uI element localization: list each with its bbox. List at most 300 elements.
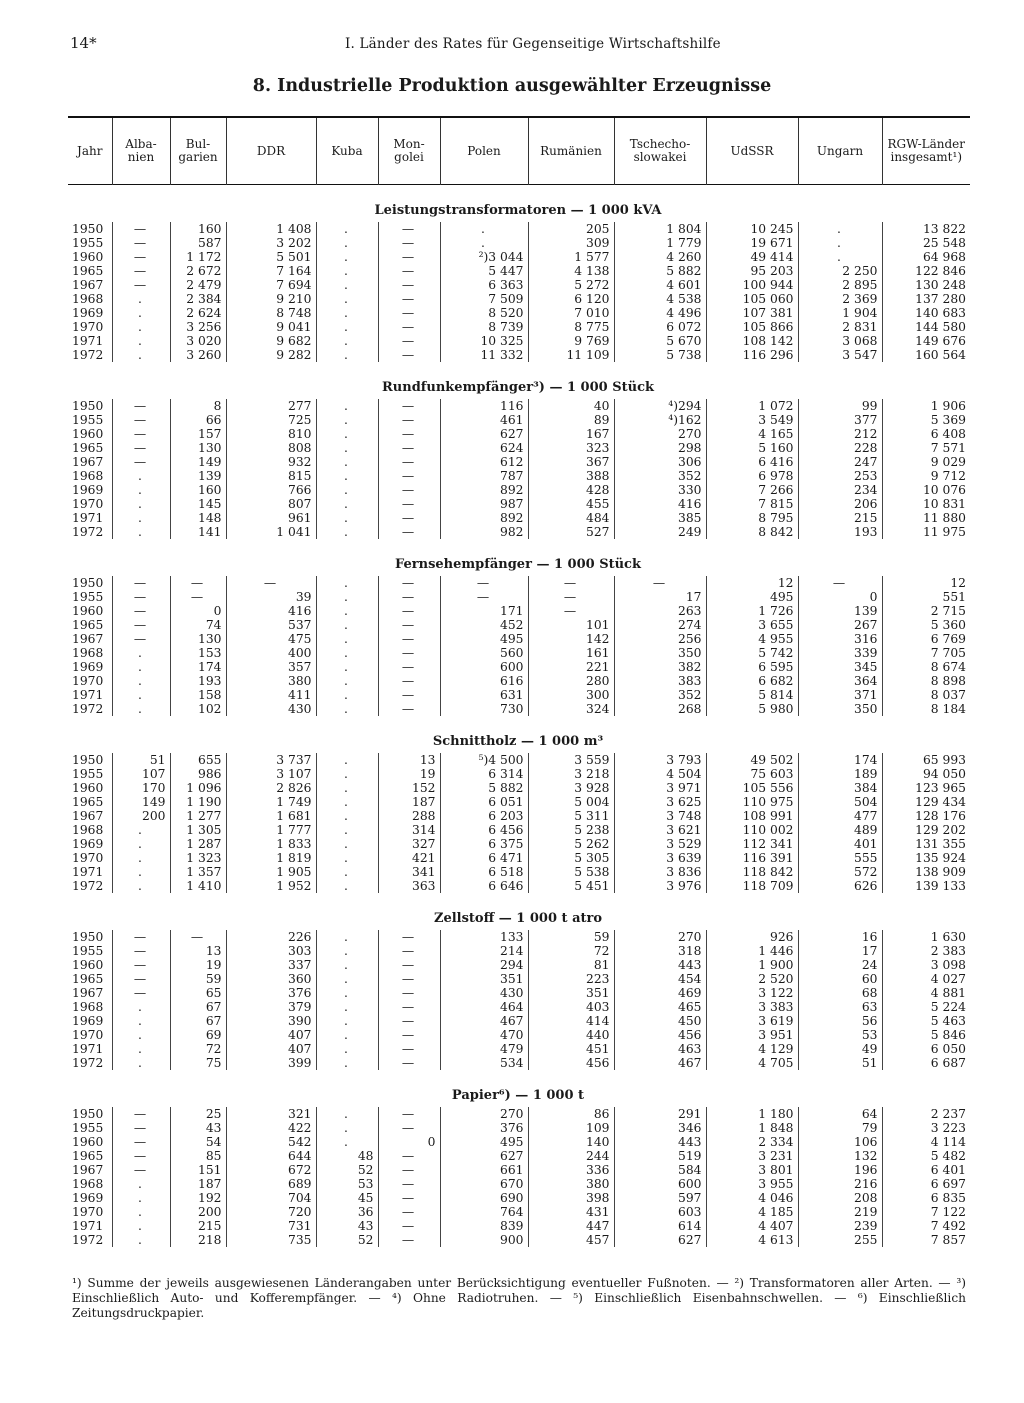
value-cell: 3 951 (706, 1028, 798, 1042)
value-cell: 363 (378, 879, 440, 893)
value-cell: 6 682 (706, 674, 798, 688)
table-row (68, 944, 970, 958)
value-cell: . (112, 851, 170, 865)
value-cell: 306 (614, 455, 706, 469)
section-heading-row (68, 1070, 970, 1107)
value-cell: — (112, 576, 170, 590)
table-title: 8. Industrielle Produktion ausgewählter Erzeugnisse (252, 76, 772, 96)
value-cell: ²)3 044 (440, 250, 528, 264)
value-cell: 422 (226, 1121, 316, 1135)
value-cell: 300 (528, 688, 614, 702)
value-cell: 277 (226, 399, 316, 413)
value-cell: 25 548 (882, 236, 970, 250)
value-cell: . (316, 632, 378, 646)
value-cell: 167 (528, 427, 614, 441)
value-cell: 5 238 (528, 823, 614, 837)
value-cell: — (112, 264, 170, 278)
value-cell: . (316, 236, 378, 250)
value-cell: 7 857 (882, 1233, 970, 1247)
page-number: 14* (70, 34, 97, 52)
value-cell: 49 (798, 1042, 882, 1056)
table-row (68, 618, 970, 632)
value-cell: 105 556 (706, 781, 798, 795)
value-cell: 7 705 (882, 646, 970, 660)
value-cell: 3 098 (882, 958, 970, 972)
value-cell: 139 133 (882, 879, 970, 893)
year-cell: 1970 (72, 674, 104, 688)
value-cell: 223 (528, 972, 614, 986)
col-header: Kuba (316, 117, 378, 185)
table-row (68, 753, 970, 767)
value-cell: 4 114 (882, 1135, 970, 1149)
value-cell: 1 577 (528, 250, 614, 264)
value-cell: 350 (614, 646, 706, 660)
value-cell: 6 050 (882, 1042, 970, 1056)
value-cell: 1 819 (226, 851, 316, 865)
year-cell: 1971 (72, 511, 104, 525)
value-cell: 2 334 (706, 1135, 798, 1149)
year-cell: 1970 (72, 497, 104, 511)
value-cell: 6 416 (706, 455, 798, 469)
value-cell: 352 (614, 469, 706, 483)
value-cell: . (316, 250, 378, 264)
value-cell: 212 (798, 427, 882, 441)
value-cell: — (378, 1219, 440, 1233)
table-row (68, 823, 970, 837)
value-cell: 193 (798, 525, 882, 539)
value-cell: 787 (440, 469, 528, 483)
value-cell: 11 975 (882, 525, 970, 539)
value-cell: 3 218 (528, 767, 614, 781)
value-cell: 5 538 (528, 865, 614, 879)
value-cell: 4 027 (882, 972, 970, 986)
value-cell: 263 (614, 604, 706, 618)
value-cell: 145 (170, 497, 226, 511)
value-cell: 95 203 (706, 264, 798, 278)
value-cell: 100 944 (706, 278, 798, 292)
value-cell: — (112, 236, 170, 250)
value-cell: 330 (614, 483, 706, 497)
value-cell: . (316, 795, 378, 809)
value-cell: — (378, 604, 440, 618)
value-cell: . (316, 413, 378, 427)
header-row (68, 117, 970, 185)
table-row (68, 1177, 970, 1191)
value-cell: 388 (528, 469, 614, 483)
value-cell: 839 (440, 1219, 528, 1233)
value-cell: 5 272 (528, 278, 614, 292)
section-heading-row (68, 185, 970, 223)
year-cell: 1955 (72, 1121, 104, 1135)
year-cell: 1969 (72, 837, 104, 851)
value-cell: 399 (226, 1056, 316, 1070)
value-cell: 5 463 (882, 1014, 970, 1028)
value-cell: 380 (226, 674, 316, 688)
value-cell: . (112, 837, 170, 851)
value-cell: 572 (798, 865, 882, 879)
value-cell: 1 287 (170, 837, 226, 851)
col-header: Tschecho-slowakei (614, 117, 706, 185)
value-cell: 6 314 (440, 767, 528, 781)
year-cell: 1965 (72, 795, 104, 809)
value-cell: 725 (226, 413, 316, 427)
value-cell: 900 (440, 1233, 528, 1247)
value-cell: 67 (170, 1000, 226, 1014)
value-cell: 560 (440, 646, 528, 660)
value-cell: — (378, 1163, 440, 1177)
value-cell: 4 185 (706, 1205, 798, 1219)
value-cell: — (378, 1205, 440, 1219)
value-cell: 24 (798, 958, 882, 972)
value-cell: 4 496 (614, 306, 706, 320)
value-cell: — (378, 469, 440, 483)
value-cell: . (316, 823, 378, 837)
table-row (68, 1056, 970, 1070)
value-cell: 455 (528, 497, 614, 511)
value-cell: 379 (226, 1000, 316, 1014)
table-row (68, 837, 970, 851)
value-cell: — (798, 576, 882, 590)
value-cell: — (112, 1107, 170, 1121)
value-cell: — (378, 986, 440, 1000)
value-cell: 4 260 (614, 250, 706, 264)
value-cell: 8 184 (882, 702, 970, 716)
value-cell: 12 (882, 576, 970, 590)
value-cell: . (112, 469, 170, 483)
table-row (68, 1028, 970, 1042)
table-row (68, 427, 970, 441)
value-cell: . (112, 483, 170, 497)
value-cell: 1 726 (706, 604, 798, 618)
value-cell: 5 360 (882, 618, 970, 632)
value-cell: 982 (440, 525, 528, 539)
value-cell: . (316, 837, 378, 851)
value-cell: . (316, 511, 378, 525)
value-cell: 1 072 (706, 399, 798, 413)
value-cell: 49 414 (706, 250, 798, 264)
value-cell: 5 160 (706, 441, 798, 455)
value-cell: 390 (226, 1014, 316, 1028)
value-cell: 140 (528, 1135, 614, 1149)
value-cell: . (112, 1219, 170, 1233)
year-cell: 1967 (72, 986, 104, 1000)
value-cell: 6 203 (440, 809, 528, 823)
value-cell: — (378, 222, 440, 236)
value-cell: 5 882 (440, 781, 528, 795)
value-cell: 116 391 (706, 851, 798, 865)
value-cell: 469 (614, 986, 706, 1000)
col-header: DDR (226, 117, 316, 185)
value-cell: — (378, 1000, 440, 1014)
value-cell: 735 (226, 1233, 316, 1247)
value-cell: 339 (798, 646, 882, 660)
value-cell: 3 231 (706, 1149, 798, 1163)
value-cell: 1 900 (706, 958, 798, 972)
value-cell: 4 046 (706, 1191, 798, 1205)
table-row (68, 348, 970, 362)
value-cell: 291 (614, 1107, 706, 1121)
value-cell: . (316, 702, 378, 716)
year-cell: 1950 (72, 930, 104, 944)
value-cell: 192 (170, 1191, 226, 1205)
value-cell: 352 (614, 688, 706, 702)
value-cell: 495 (440, 1135, 528, 1149)
year-cell: 1967 (72, 809, 104, 823)
value-cell: . (316, 427, 378, 441)
value-cell: 48 (316, 1149, 378, 1163)
value-cell: — (440, 576, 528, 590)
value-cell: 456 (614, 1028, 706, 1042)
value-cell: 414 (528, 1014, 614, 1028)
value-cell: . (316, 809, 378, 823)
value-cell: — (226, 576, 316, 590)
table-row (68, 525, 970, 539)
value-cell: 122 846 (882, 264, 970, 278)
value-cell: 53 (316, 1177, 378, 1191)
value-cell: . (316, 222, 378, 236)
value-cell: 59 (528, 930, 614, 944)
value-cell: — (170, 590, 226, 604)
value-cell: 65 (170, 986, 226, 1000)
year-cell: 1972 (72, 348, 104, 362)
value-cell: 51 (798, 1056, 882, 1070)
value-cell: — (112, 441, 170, 455)
value-cell: 961 (226, 511, 316, 525)
value-cell: 130 (170, 632, 226, 646)
value-cell: . (112, 702, 170, 716)
value-cell: — (378, 1028, 440, 1042)
value-cell: — (378, 427, 440, 441)
value-cell: 174 (170, 660, 226, 674)
value-cell: 815 (226, 469, 316, 483)
value-cell: — (112, 972, 170, 986)
value-cell: 2 624 (170, 306, 226, 320)
value-cell: 5 224 (882, 1000, 970, 1014)
value-cell: 479 (440, 1042, 528, 1056)
value-cell: 457 (528, 1233, 614, 1247)
value-cell: 270 (440, 1107, 528, 1121)
value-cell: 314 (378, 823, 440, 837)
value-cell: 255 (798, 1233, 882, 1247)
value-cell: . (316, 306, 378, 320)
value-cell: 346 (614, 1121, 706, 1135)
year-cell: 1960 (72, 250, 104, 264)
table-row (68, 688, 970, 702)
value-cell: 56 (798, 1014, 882, 1028)
value-cell: 131 355 (882, 837, 970, 851)
value-cell: 139 (170, 469, 226, 483)
value-cell: . (316, 399, 378, 413)
value-cell: 318 (614, 944, 706, 958)
value-cell: 321 (226, 1107, 316, 1121)
table-row (68, 264, 970, 278)
value-cell: 4 705 (706, 1056, 798, 1070)
value-cell: 1 905 (226, 865, 316, 879)
value-cell: 54 (170, 1135, 226, 1149)
value-cell: 614 (614, 1219, 706, 1233)
value-cell: — (378, 455, 440, 469)
table-body (68, 185, 970, 1248)
value-cell: 377 (798, 413, 882, 427)
table-row (68, 306, 970, 320)
value-cell: — (378, 1014, 440, 1028)
value-cell: 219 (798, 1205, 882, 1219)
value-cell: — (112, 222, 170, 236)
table-row (68, 781, 970, 795)
value-cell: 6 687 (882, 1056, 970, 1070)
value-cell: 3 260 (170, 348, 226, 362)
value-cell: . (798, 250, 882, 264)
value-cell: . (316, 264, 378, 278)
table-row (68, 604, 970, 618)
value-cell: 105 866 (706, 320, 798, 334)
value-cell: 5 262 (528, 837, 614, 851)
value-cell: 123 965 (882, 781, 970, 795)
value-cell: 59 (170, 972, 226, 986)
value-cell: 1 172 (170, 250, 226, 264)
value-cell: 447 (528, 1219, 614, 1233)
year-cell: 1968 (72, 823, 104, 837)
value-cell: 6 120 (528, 292, 614, 306)
value-cell: 7 815 (706, 497, 798, 511)
value-cell: 17 (798, 944, 882, 958)
value-cell: — (170, 576, 226, 590)
value-cell: 8 (170, 399, 226, 413)
year-cell: 1968 (72, 646, 104, 660)
value-cell: . (316, 469, 378, 483)
value-cell: 68 (798, 986, 882, 1000)
value-cell: . (316, 958, 378, 972)
year-cell: 1972 (72, 1056, 104, 1070)
value-cell: 443 (614, 1135, 706, 1149)
year-cell: 1950 (72, 222, 104, 236)
value-cell: 228 (798, 441, 882, 455)
value-cell: — (112, 986, 170, 1000)
value-cell: 298 (614, 441, 706, 455)
value-cell: 5 846 (882, 1028, 970, 1042)
value-cell: 118 842 (706, 865, 798, 879)
table-row (68, 250, 970, 264)
value-cell: 431 (528, 1205, 614, 1219)
value-cell: 247 (798, 455, 882, 469)
value-cell: . (316, 879, 378, 893)
value-cell: 461 (440, 413, 528, 427)
table-row (68, 795, 970, 809)
value-cell: — (378, 972, 440, 986)
value-cell: . (316, 1135, 378, 1149)
value-cell: 398 (528, 1191, 614, 1205)
value-cell: 519 (614, 1149, 706, 1163)
value-cell: 504 (798, 795, 882, 809)
value-cell: 807 (226, 497, 316, 511)
value-cell: 542 (226, 1135, 316, 1149)
value-cell: — (112, 618, 170, 632)
value-cell: 6 051 (440, 795, 528, 809)
value-cell: 2 479 (170, 278, 226, 292)
value-cell: . (316, 1042, 378, 1056)
value-cell: 187 (170, 1177, 226, 1191)
value-cell: — (378, 292, 440, 306)
value-cell: 5 501 (226, 250, 316, 264)
value-cell: 1 408 (226, 222, 316, 236)
value-cell: 624 (440, 441, 528, 455)
value-cell: 3 619 (706, 1014, 798, 1028)
year-cell: 1970 (72, 851, 104, 865)
section-title: Papier⁶) — 1 000 t (451, 1088, 585, 1103)
value-cell: 160 (170, 222, 226, 236)
value-cell: 5 369 (882, 413, 970, 427)
value-cell: 537 (226, 618, 316, 632)
value-cell: 45 (316, 1191, 378, 1205)
value-cell: 489 (798, 823, 882, 837)
value-cell: . (112, 525, 170, 539)
value-cell: 4 538 (614, 292, 706, 306)
value-cell: 112 341 (706, 837, 798, 851)
value-cell: 142 (528, 632, 614, 646)
value-cell: 6 363 (440, 278, 528, 292)
value-cell: . (316, 320, 378, 334)
col-header: Alba-nien (112, 117, 170, 185)
value-cell: 467 (614, 1056, 706, 1070)
year-cell: 1960 (72, 958, 104, 972)
value-cell: 451 (528, 1042, 614, 1056)
value-cell: 3 639 (614, 851, 706, 865)
value-cell: 416 (614, 497, 706, 511)
value-cell: 8 842 (706, 525, 798, 539)
table-row (68, 1135, 970, 1149)
value-cell: . (316, 576, 378, 590)
year-cell: 1965 (72, 972, 104, 986)
value-cell: 6 646 (440, 879, 528, 893)
value-cell: — (378, 958, 440, 972)
value-cell: 6 769 (882, 632, 970, 646)
value-cell: 401 (798, 837, 882, 851)
value-cell: 5 742 (706, 646, 798, 660)
value-cell: 351 (528, 986, 614, 1000)
value-cell: 53 (798, 1028, 882, 1042)
value-cell: 102 (170, 702, 226, 716)
value-cell: — (378, 1233, 440, 1247)
value-cell: 477 (798, 809, 882, 823)
value-cell: 12 (706, 576, 798, 590)
value-cell: 411 (226, 688, 316, 702)
value-cell: 4 165 (706, 427, 798, 441)
value-cell: 323 (528, 441, 614, 455)
value-cell: — (112, 413, 170, 427)
value-cell: 200 (112, 809, 170, 823)
table-row (68, 865, 970, 879)
value-cell: 5 447 (440, 264, 528, 278)
value-cell: 17 (614, 590, 706, 604)
value-cell: — (378, 618, 440, 632)
value-cell: 360 (226, 972, 316, 986)
year-cell: 1960 (72, 427, 104, 441)
value-cell: 5 451 (528, 879, 614, 893)
value-cell: 106 (798, 1135, 882, 1149)
value-cell: 527 (528, 525, 614, 539)
value-cell: 603 (614, 1205, 706, 1219)
value-cell: 7 694 (226, 278, 316, 292)
value-cell: 13 (170, 944, 226, 958)
value-cell: 385 (614, 511, 706, 525)
value-cell: 495 (706, 590, 798, 604)
value-cell: 52 (316, 1233, 378, 1247)
value-cell: 450 (614, 1014, 706, 1028)
value-cell: . (316, 851, 378, 865)
value-cell: 196 (798, 1163, 882, 1177)
year-cell: 1971 (72, 1219, 104, 1233)
value-cell: 60 (798, 972, 882, 986)
